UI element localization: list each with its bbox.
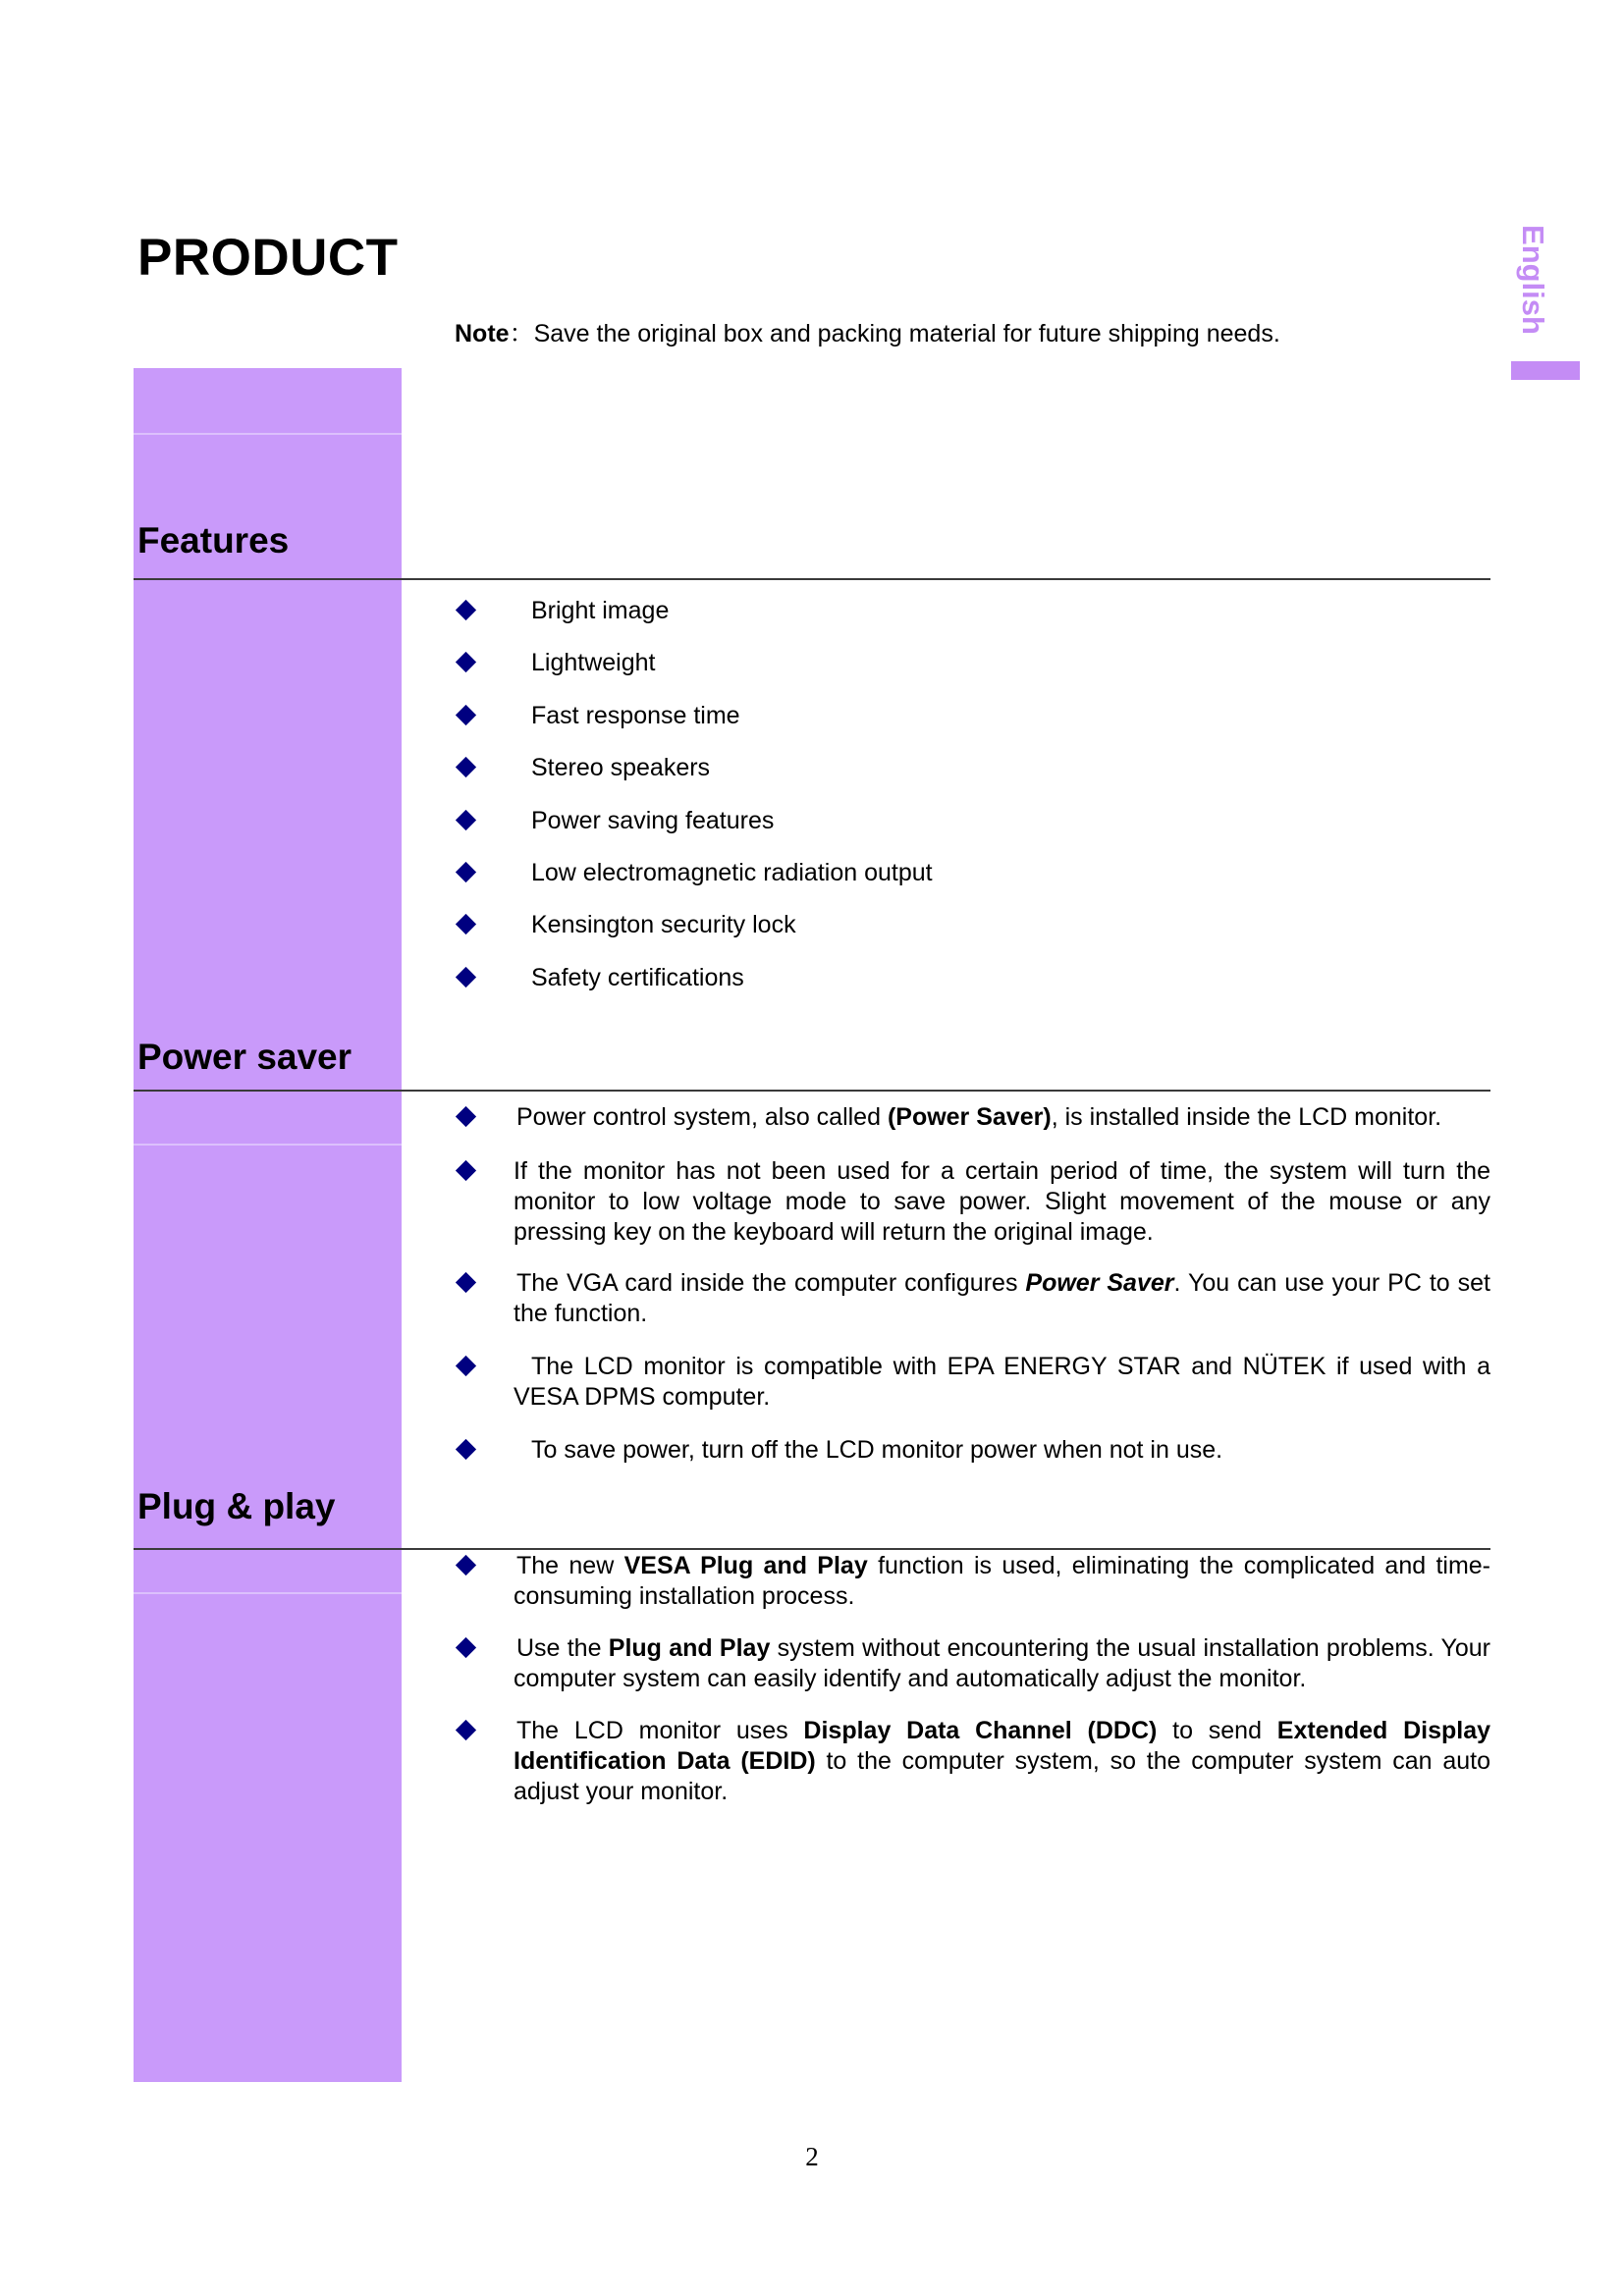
diamond-bullet-icon bbox=[456, 1356, 476, 1376]
list-item bbox=[455, 1716, 1490, 1807]
list-item-text: Use the Plug and Play system without encountering the usual installation problems. Your computer system can easily identify and automatically adjust the monitor. bbox=[514, 1634, 1490, 1692]
section-rule bbox=[134, 578, 1490, 580]
list-item-text: Lightweight bbox=[531, 649, 656, 676]
language-tab-label: English bbox=[1516, 225, 1550, 335]
list-item bbox=[455, 1551, 1490, 1612]
list-item-text: Low electromagnetic radiation output bbox=[531, 859, 933, 886]
list-item-text: If the monitor has not been used for a certain period of time, the system will turn the monitor to low voltage mode to save power. Slight movement of the mouse or any pressing key on the keyboard will return the original image. bbox=[514, 1157, 1490, 1246]
note-separator: ： bbox=[509, 320, 534, 347]
page-title: PRODUCT bbox=[137, 229, 399, 287]
sidebar-divider bbox=[134, 1144, 402, 1146]
note bbox=[455, 314, 1280, 349]
diamond-bullet-icon bbox=[456, 862, 476, 882]
language-tab bbox=[1513, 221, 1552, 339]
list-item-text: Bright image bbox=[531, 597, 670, 624]
diamond-bullet-icon bbox=[456, 1160, 476, 1181]
diamond-bullet-icon bbox=[456, 1106, 476, 1127]
page-number: 2 bbox=[805, 2142, 819, 2171]
list-item-text: The LCD monitor uses Display Data Channel (DDC) to send Extended Display Identification Data (EDID) to the computer system, so the computer system can auto adjust your monitor. bbox=[514, 1717, 1491, 1805]
section-rule bbox=[134, 1548, 1490, 1550]
section-title-power-saver: Power saver bbox=[137, 1037, 352, 1077]
language-tab-bar bbox=[1511, 361, 1580, 380]
diamond-bullet-icon bbox=[456, 1439, 476, 1460]
list-item-text: The LCD monitor is compatible with EPA ENERGY STAR and NÜTEK if used with a VESA DPMS computer. bbox=[514, 1353, 1490, 1411]
list-item-text: Stereo speakers bbox=[531, 754, 711, 781]
list-item-text: Safety certifications bbox=[531, 964, 744, 991]
diamond-bullet-icon bbox=[456, 1272, 476, 1293]
diamond-bullet-icon bbox=[456, 600, 476, 620]
list-item bbox=[455, 1156, 1490, 1248]
list-item-text: The VGA card inside the computer configures Power Saver. You can use your PC to set the function. bbox=[514, 1269, 1490, 1327]
note-label: Note bbox=[455, 320, 510, 347]
list-item bbox=[455, 1435, 1490, 1466]
sidebar-divider bbox=[134, 1592, 402, 1594]
list-item bbox=[455, 1633, 1490, 1694]
diamond-bullet-icon bbox=[456, 757, 476, 777]
sidebar-band bbox=[134, 368, 402, 2082]
list-item-text: Power saving features bbox=[531, 807, 775, 834]
sidebar-divider bbox=[134, 433, 402, 435]
note-text: Save the original box and packing material for future shipping needs. bbox=[533, 320, 1280, 347]
list-item bbox=[455, 1102, 1490, 1133]
section-rule bbox=[134, 1090, 1490, 1092]
diamond-bullet-icon bbox=[456, 1720, 476, 1740]
section-title-plug-play: Plug & play bbox=[137, 1486, 336, 1526]
list-item bbox=[455, 1352, 1490, 1413]
diamond-bullet-icon bbox=[456, 1637, 476, 1658]
list-item-text: The new VESA Plug and Play function is used, eliminating the complicated and time-consuming installation process. bbox=[514, 1552, 1491, 1610]
list-item-text: To save power, turn off the LCD monitor power when not in use. bbox=[531, 1436, 1223, 1464]
list-item-text: Kensington security lock bbox=[531, 911, 796, 938]
diamond-bullet-icon bbox=[456, 1555, 476, 1575]
list-item bbox=[455, 1268, 1490, 1329]
diamond-bullet-icon bbox=[456, 705, 476, 725]
section-title-features: Features bbox=[137, 520, 290, 561]
diamond-bullet-icon bbox=[456, 914, 476, 934]
diamond-bullet-icon bbox=[456, 652, 476, 672]
diamond-bullet-icon bbox=[456, 967, 476, 988]
diamond-bullet-icon bbox=[456, 810, 476, 830]
list-item-text: Power control system, also called (Power Saver), is installed inside the LCD monitor. bbox=[516, 1103, 1442, 1131]
list-item-text: Fast response time bbox=[531, 702, 740, 729]
